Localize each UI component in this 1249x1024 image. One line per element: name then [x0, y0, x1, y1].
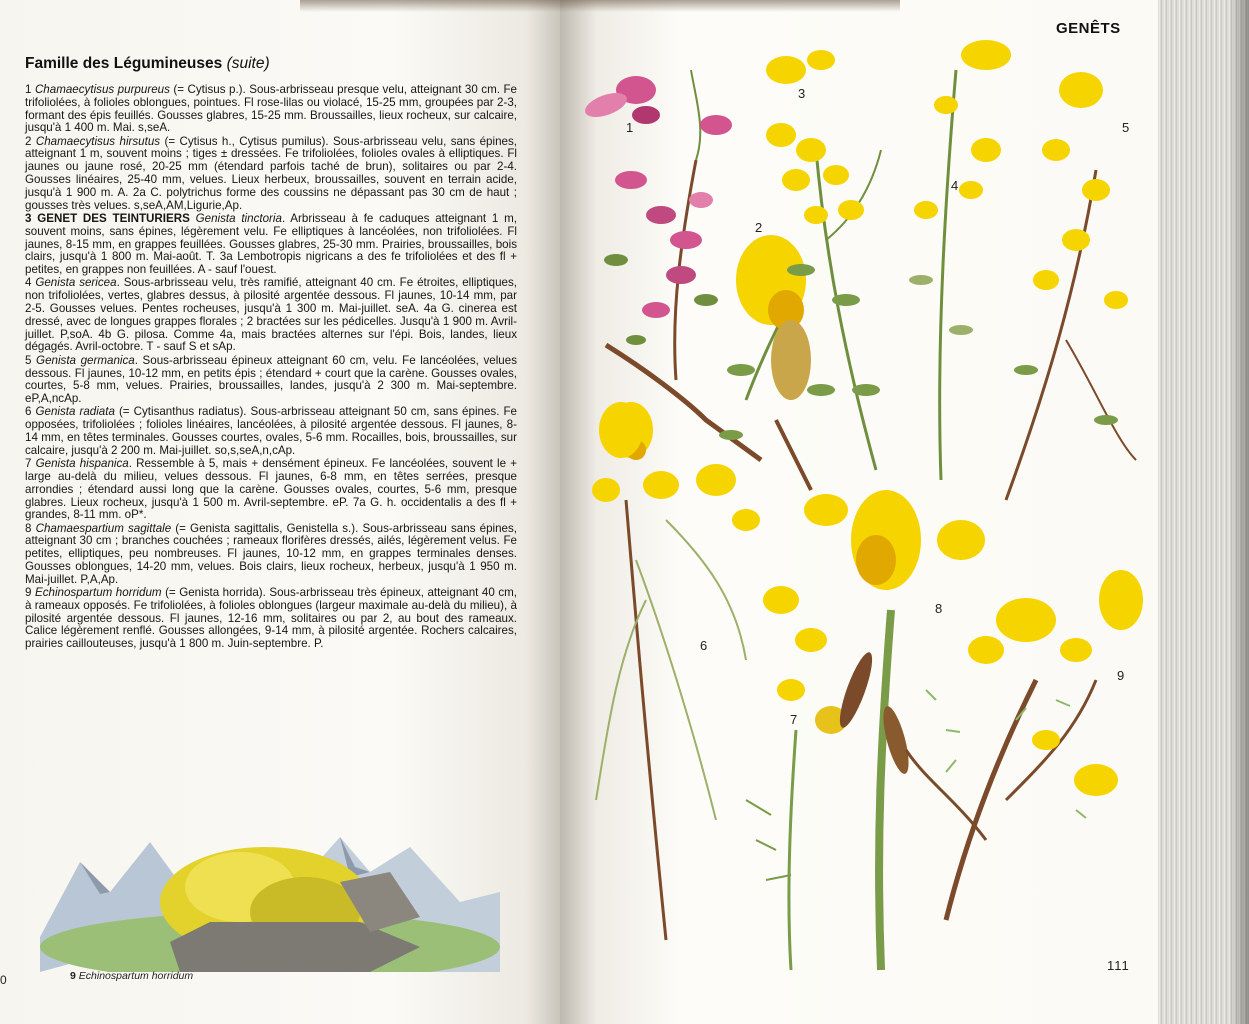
top-shadow — [300, 0, 900, 12]
mountain-vignette — [40, 822, 500, 972]
left-page-number: 0 — [0, 973, 7, 987]
entry-9: 9 Echinospartum horridum (= Genista horrida). Sous-arbrisseau très épineux, atteignant 40 cm, à rameaux opposés. Fe trifoliolées, à folioles oblongues (largeur maximale au-delà du milieu), à pilosité argentée dessous. Fl jaunes, 12-16 mm, solitaires ou par 2, au bout des rameaux. Calice légèrement renflé. Gousses allongées, 9-14 mm, à pilosité argentée. Rochers calcaires, prairies caillouteuses, jusqu'à 1 800 m. Juin-septembre. P. — [25, 586, 517, 651]
entry-8: 8 Chamaespartium sagittale (= Genista sagittalis, Genistella s.). Sous-arbrisseau sans épines, atteignant 30 cm ; branches couchées ; rameaux florifères dressés, ailés, légèrement velus. Fe petites, elliptiques, peu nombreuses. Fl jaunes, 10-12 mm, en grappes terminales denses. Gousses oblongues, 14-20 mm, velues. Bois clairs, lieux rocheux, herbeux, jusqu'à 1 950 m. Mai-juillet. P,A,Ap. — [25, 521, 518, 586]
plant-7-illustration — [746, 586, 847, 970]
figure-number-9: 9 — [1117, 668, 1125, 683]
entry-7: 7 Genista hispanica. Ressemble à 5, mais + densément épineux. Fe lancéolées, souvent le + large au-delà du milieu, velues dessous. Fl jaunes, 6-8 mm, en têtes serrées, presque arrondies ; étendard aussi long que la carène. Gousses ovales, courtes, 5-6 mm, presque glabres. Lieux rocheux, jusqu'à 1 500 m. Avril-septembre. eP. 7a G. h. occidentalis a des fl + grandes, 8-11 mm. oP*. — [25, 457, 517, 522]
figure-number-3: 3 — [798, 86, 806, 101]
figure-number-8: 8 — [935, 601, 943, 616]
plant-5-illustration — [1006, 72, 1136, 500]
section-title: GENÊTS — [1056, 20, 1121, 37]
entry-5: 5 Genista germanica. Sous-arbrisseau épineux atteignant 60 cm, velu. Fe lancéolées, velues dessous. Fl jaunes, 10-12 mm, en petits épis ; étendard + court que la carène. Gousses ovales, courtes, 5-8 mm, velues. Prairies, broussailles, landes, jusqu'à 2 300 m. Mai-septembre. eP,A,ncAp. — [25, 353, 517, 406]
botanical-plate — [576, 40, 1156, 980]
figure-number-4: 4 — [951, 178, 959, 193]
entry-4: 4 Genista sericea. Sous-arbrisseau velu, très ramifié, atteignant 40 cm. Fe étroites, elliptiques, non trifoliolées, vertes, glabres dessus, à pilosité argentée dessous. Fl jaunes, 10-14 mm, par 2-5. Gousses velues. Pentes rocheuses, jusqu'à 1 300 m. Mai-juillet. seA. 4a G. cinerea est dressé, avec de longues grappes florales ; 2 bractées sur les pédicelles. Jusqu'à 1 900 m. Avril-juillet. P,soA. 4b G. pilosa. Comme 4a, mais bractées alternes sur l'épi. Bois, landes, lieux dégagés. Avril-octobre. T - sauf S et sAp. — [25, 276, 517, 354]
figure-number-6: 6 — [700, 638, 708, 653]
species-descriptions — [25, 84, 517, 652]
family-title-suffix: (suite) — [226, 55, 270, 72]
vignette-caption-num: 9 — [70, 970, 76, 982]
page-edges — [1158, 0, 1249, 1024]
family-title-text: Famille des Légumineuses — [25, 55, 223, 72]
right-page-number: 111 — [1107, 958, 1130, 973]
family-title — [25, 55, 270, 73]
figure-number-7: 7 — [790, 712, 798, 727]
entry-6: 6 Genista radiata (= Cytisanthus radiatus). Sous-arbrisseau atteignant 50 cm, sans épines. Fe opposées, trifoliolées ; folioles linéaires, lancéolées, à pilosité argentée dessous. Fl jaunes, 8-14 mm, en têtes terminales. Gousses courtes, ovales, 5-6 mm. Rocailles, bois, broussailles, sur calcaire, jusqu'à 2 200 m. Mai-juillet. so,s,seA,n,cAp. — [25, 405, 517, 457]
figure-number-5: 5 — [1122, 120, 1130, 135]
plant-9-illustration — [906, 570, 1143, 920]
plant-1-illustration — [582, 70, 761, 460]
vignette-caption-name: Echinospartum horridum — [78, 970, 194, 982]
figure-number-2: 2 — [755, 220, 763, 235]
vignette-caption — [70, 970, 193, 982]
plant-4-illustration — [909, 40, 1011, 480]
entry-3: 3 GENET DES TEINTURIERS Genista tinctoria. Arbrisseau à fe caduques atteignant 1 m, souvent moins, sans épines, légèrement velu. Fe elliptiques à lancéolées, non trifoliolées. Fl jaunes, 8-15 mm, en grappes feuillées. Gousses glabres, 25-30 mm. Prairies, broussailles, bois clairs, jusqu'à 1 800 m. Mai-août. T. 3a Lembotropis nigricans a des fe trifoliolées et des fl + petites, en grappes non feuillées. A - sauf l'ouest. — [25, 211, 517, 277]
plant-6-illustration — [592, 402, 760, 940]
figure-number-1: 1 — [626, 120, 634, 135]
entry-2: 2 Chamaecytisus hirsutus (= Cytisus h., Cytisus pumilus). Sous-arbrisseau velu, sans épines, atteignant 1 m, souvent moins ; tiges ± dressées. Fe trifoliolées, folioles ovales à elliptiques. Fl jaunes ou jaune rosé, 20-25 mm (étendard parfois taché de brun), solitaires ou par 2-4. Gousses linéaires, 25-40 mm, velues. Lieux herbeux, broussailles, souvent en terrain acide, jusqu'à 1 900 m. A. 2a C. polytrichus forme des coussins ne dépassant pas 30 cm de haut ; gousses très velues. s,seA,AM,Ligurie,Ap. — [25, 134, 517, 212]
entry-1: 1 Chamaecytisus purpureus (= Cytisus p.). Sous-arbrisseau presque velu, atteignant 30 cm. Fe trifoliolées, à folioles oblongues, pointues. Fl rose-lilas ou violacé, 15-25 mm, groupées par 2-3, formant des épis feuillés. Gousses glabres, 15-25 mm. Broussailles, lieux rocheux, sur calcaire, jusqu'à 1 400 m. Mai. s,seA. — [25, 83, 517, 135]
